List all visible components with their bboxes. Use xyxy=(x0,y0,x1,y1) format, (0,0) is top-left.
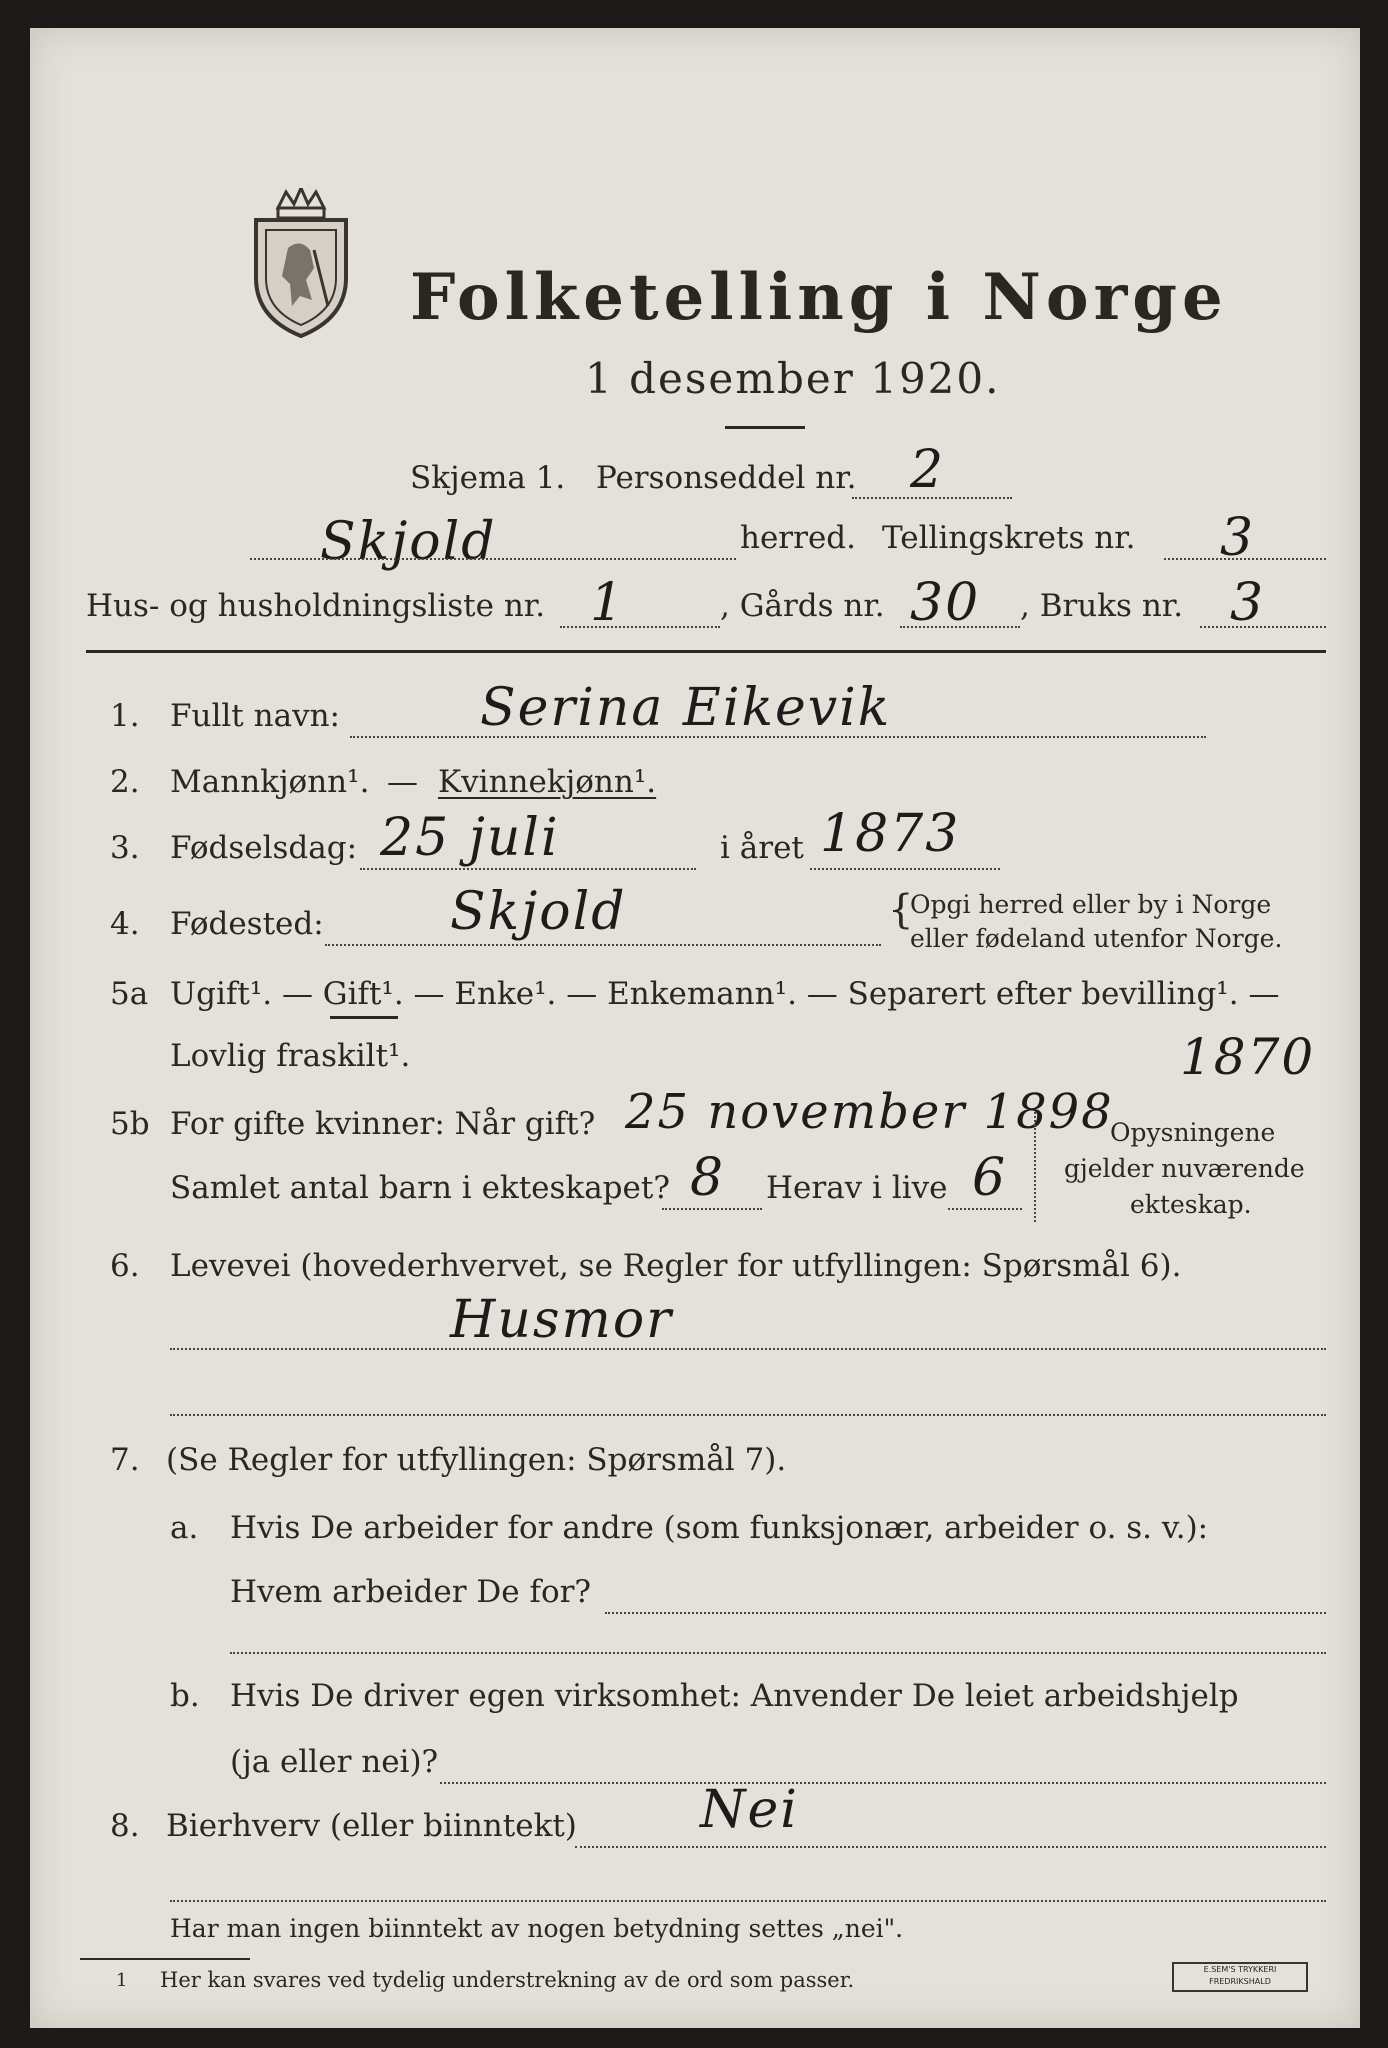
q7a-extra-line xyxy=(230,1652,1326,1654)
q4-note-line2: eller fødeland utenfor Norge. xyxy=(910,924,1283,953)
side-income-value: Nei xyxy=(700,1780,799,1840)
q2-dash: — xyxy=(387,764,418,800)
q7b-answer-label: (ja eller nei)? xyxy=(230,1744,439,1780)
husholdningsliste-label: Hus- og husholdningsliste nr. xyxy=(86,588,546,624)
census-form-sheet xyxy=(30,28,1360,2028)
tellingskrets-label: Tellingskrets nr. xyxy=(882,520,1136,556)
q3-day-line xyxy=(360,868,696,870)
personseddel-label: Personseddel nr. xyxy=(596,460,857,496)
year-label: i året xyxy=(720,830,804,866)
q4-number: 4. xyxy=(110,906,140,942)
census-date: 1 desember 1920. xyxy=(585,354,1001,403)
gift-underline xyxy=(330,1016,398,1019)
herred-value: Skjold xyxy=(320,512,497,572)
herred-label: herred. xyxy=(740,520,856,556)
q5b-number: 5b xyxy=(110,1106,150,1142)
gards-value: 30 xyxy=(910,573,981,633)
bruks-label: , Bruks nr. xyxy=(1020,588,1184,624)
q8-number: 8. xyxy=(110,1808,140,1844)
husholdningsliste-value: 1 xyxy=(590,573,626,633)
children-line xyxy=(662,1208,762,1210)
marriage-date-value: 25 november 1898 xyxy=(625,1084,1114,1140)
footnote-mark: 1 xyxy=(116,1970,128,1991)
birth-year-value: 1873 xyxy=(820,804,961,864)
kvinnekjonn-option-underlined: Kvinnekjønn¹. xyxy=(438,764,657,800)
printer-stamp: E.SEM'S TRYKKERI FREDRIKSHALD xyxy=(1172,1962,1308,1992)
skjema-label: Skjema 1. xyxy=(410,460,566,496)
q4-note-brace: { xyxy=(888,887,914,933)
q6-line1 xyxy=(170,1348,1326,1350)
alive-line xyxy=(948,1208,1022,1210)
birth-day-value: 25 juli xyxy=(380,808,560,868)
birthplace-value: Skjold xyxy=(450,882,627,942)
herred-line xyxy=(250,558,736,560)
header-divider xyxy=(86,650,1326,653)
q6-number: 6. xyxy=(110,1248,140,1284)
mannkjonn-option: Mannkjønn¹. xyxy=(170,764,370,800)
q5b-label: For gifte kvinner: Når gift? xyxy=(170,1106,596,1142)
footnote-text: Her kan svares ved tydelig understrekning av de ord som passer. xyxy=(160,1968,855,1992)
q7a-employer-line xyxy=(605,1612,1326,1614)
husholdningsliste-line xyxy=(560,626,720,628)
q4-label: Fødested: xyxy=(170,906,324,942)
q5b-note-line3: ekteskap. xyxy=(1130,1190,1252,1219)
q7b-letter: b. xyxy=(170,1678,200,1714)
q7a-letter: a. xyxy=(170,1510,199,1546)
children-value: 8 xyxy=(690,1148,726,1208)
q3-label: Fødselsdag: xyxy=(170,830,358,866)
q6-label: Levevei (hovederhvervet, se Regler for utfyllingen: Spørsmål 6). xyxy=(170,1248,1182,1284)
q7-number: 7. xyxy=(110,1442,140,1478)
q8-label: Bierhverv (eller biinntekt) xyxy=(166,1808,577,1844)
tellingskrets-value: 3 xyxy=(1220,508,1256,568)
q4-note-line1: Opgi herred eller by i Norge xyxy=(910,890,1272,919)
q1-number: 1. xyxy=(110,698,140,734)
footer-note: Har man ingen biinntekt av nogen betydning settes „nei". xyxy=(170,1914,904,1943)
q5b-note-bracket xyxy=(1034,1112,1039,1222)
q5b-note-line1: Opysningene xyxy=(1110,1118,1276,1147)
full-name-value: Serina Eikevik xyxy=(480,678,892,738)
q4-line xyxy=(325,944,881,946)
occupation-value: Husmor xyxy=(450,1290,673,1350)
alive-label: Herav i live xyxy=(766,1170,948,1206)
q8-extra-line xyxy=(170,1900,1326,1902)
q8-line xyxy=(575,1846,1326,1848)
q7a-employer-label: Hvem arbeider De for? xyxy=(230,1574,592,1610)
personseddel-value: 2 xyxy=(910,440,946,500)
civil-status-options-line2: Lovlig fraskilt¹. xyxy=(170,1038,411,1074)
q7-label: (Se Regler for utfyllingen: Spørsmål 7). xyxy=(166,1442,787,1478)
footnote-rule xyxy=(80,1958,250,1960)
bruks-value: 3 xyxy=(1230,573,1266,633)
q7b-answer-line xyxy=(440,1782,1326,1784)
alive-value: 6 xyxy=(972,1148,1008,1208)
title-divider xyxy=(725,426,805,429)
civil-status-options: Ugift¹. — Gift¹. — Enke¹. — Enkemann¹. — Separert efter bevilling¹. — xyxy=(170,976,1280,1012)
q1-label: Fullt navn: xyxy=(170,698,340,734)
q5b-note-line2: gjelder nuværende xyxy=(1064,1154,1305,1183)
q2-number: 2. xyxy=(110,764,140,800)
q3-year-line xyxy=(810,868,1000,870)
form-title: Folketelling i Norge xyxy=(410,260,1228,335)
q7a-question: Hvis De arbeider for andre (som funksjonær, arbeider o. s. v.): xyxy=(230,1510,1209,1546)
children-label: Samlet antal barn i ekteskapet? xyxy=(170,1170,670,1206)
margin-note-1870: 1870 xyxy=(1180,1028,1316,1086)
q3-number: 3. xyxy=(110,830,140,866)
gards-label: , Gårds nr. xyxy=(720,588,885,624)
norwegian-coat-of-arms-icon xyxy=(248,188,354,338)
q5a-number: 5a xyxy=(110,976,149,1012)
q6-line2 xyxy=(170,1414,1326,1416)
q7b-question: Hvis De driver egen virksomhet: Anvender De leiet arbeidshjelp xyxy=(230,1678,1239,1714)
